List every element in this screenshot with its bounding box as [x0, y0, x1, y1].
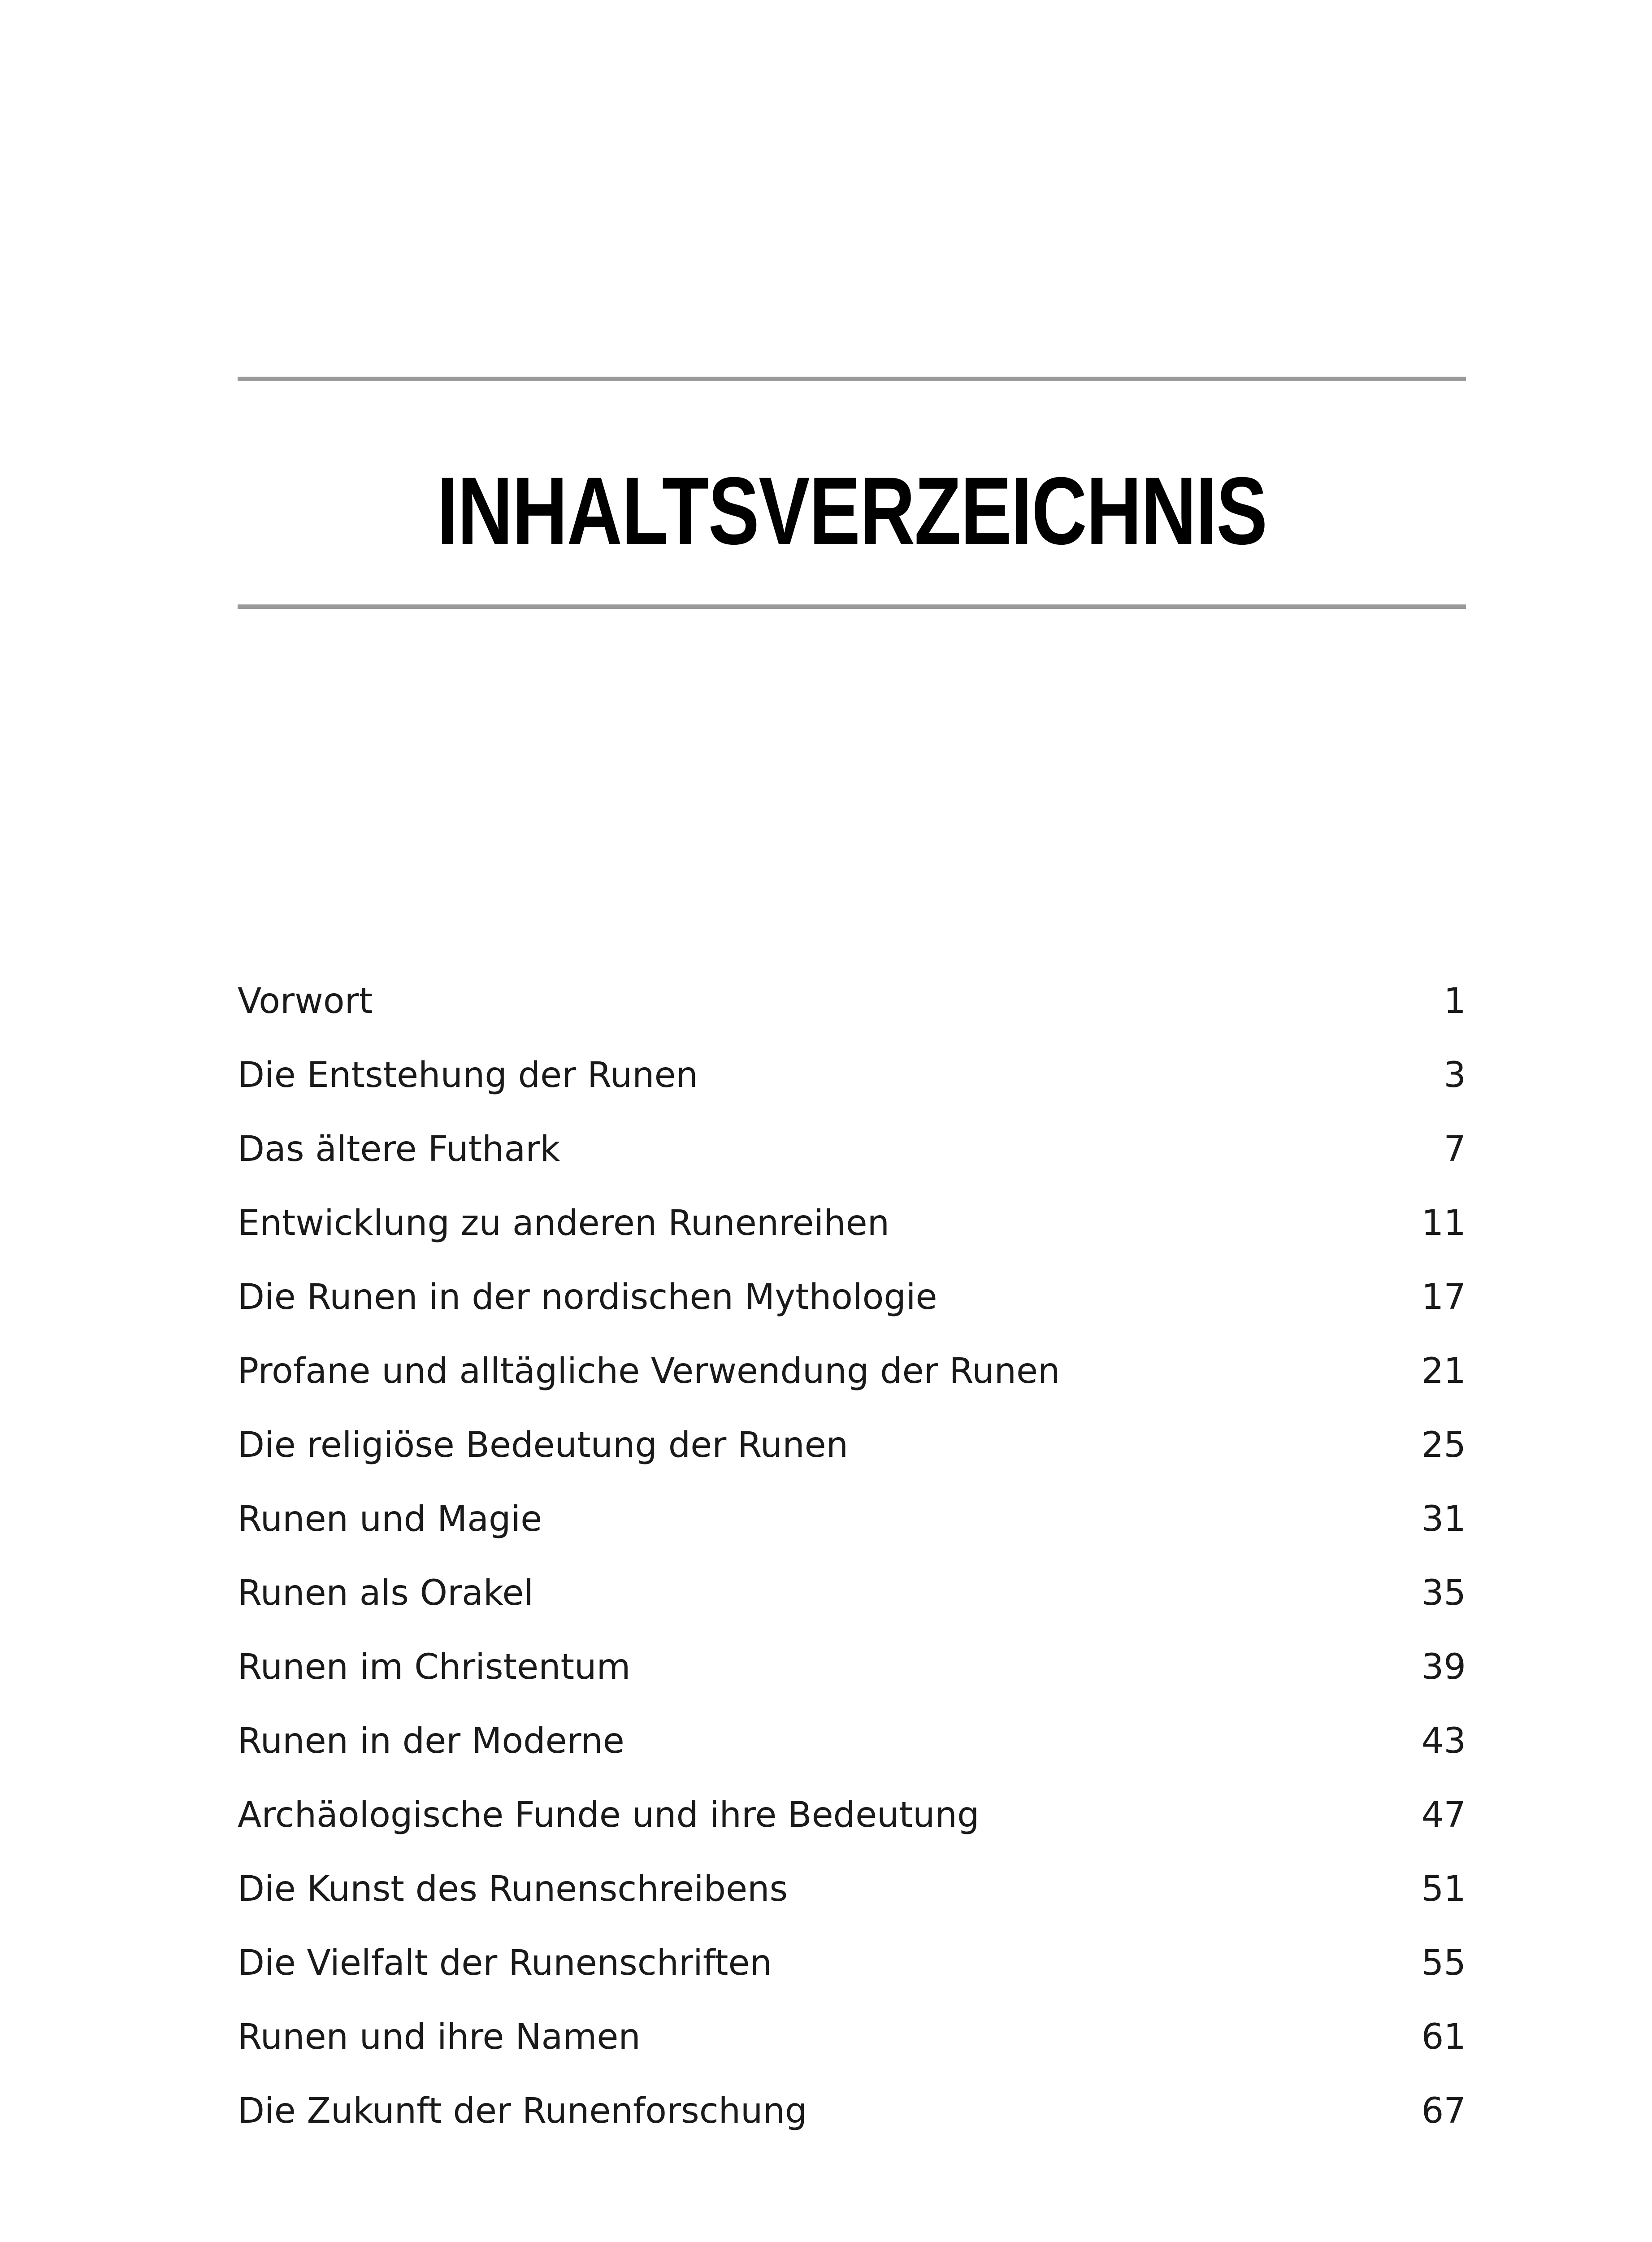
toc-entry: [238, 964, 1466, 1038]
toc-entry-page: 3: [1444, 1055, 1466, 1095]
toc-entry-page: 25: [1421, 1425, 1466, 1465]
table-of-contents: [238, 964, 1466, 2148]
toc-entry-title: Archäologische Funde und ihre Bedeutung: [238, 1794, 980, 1835]
toc-entry-page: 31: [1421, 1499, 1466, 1539]
toc-entry-page: 67: [1421, 2090, 1466, 2131]
toc-entry-page: 39: [1421, 1647, 1466, 1687]
toc-entry-page: 35: [1421, 1573, 1466, 1613]
toc-entry-title: Profane und alltägliche Verwendung der Runen: [238, 1351, 1060, 1391]
toc-entry-page: 11: [1421, 1203, 1466, 1243]
toc-entry-page: 61: [1421, 2016, 1466, 2057]
toc-entry-title: Die Vielfalt der Runenschriften: [238, 1942, 772, 1983]
toc-entry-title: Die religiöse Bedeutung der Runen: [238, 1425, 849, 1465]
toc-entry: [238, 1038, 1466, 1112]
toc-entry-title: Das ältere Futhark: [238, 1129, 560, 1169]
toc-entry: [238, 1408, 1466, 1482]
toc-entry-page: 1: [1444, 981, 1466, 1021]
toc-entry-title: Die Entstehung der Runen: [238, 1055, 698, 1095]
toc-entry-page: 21: [1421, 1351, 1466, 1391]
heading: [238, 444, 1466, 578]
toc-entry: [238, 1852, 1466, 1926]
toc-entry-page: 43: [1421, 1721, 1466, 1761]
toc-entry-title: Runen in der Moderne: [238, 1721, 624, 1761]
toc-entry-title: Runen als Orakel: [238, 1573, 533, 1613]
toc-entry: [238, 1556, 1466, 1630]
heading-rule-top: [238, 377, 1466, 381]
toc-entry: [238, 1926, 1466, 2000]
toc-entry: [238, 1112, 1466, 1186]
toc-entry: [238, 1334, 1466, 1408]
toc-entry: [238, 1260, 1466, 1334]
heading-rule-bottom: [238, 604, 1466, 609]
toc-entry: [238, 1778, 1466, 1852]
toc-entry: [238, 1630, 1466, 1704]
toc-entry-title: Entwicklung zu anderen Runenreihen: [238, 1203, 890, 1243]
toc-entry-page: 55: [1421, 1942, 1466, 1983]
toc-entry: [238, 1482, 1466, 1556]
toc-entry: [238, 1186, 1466, 1260]
toc-entry: [238, 2000, 1466, 2074]
toc-entry-page: 17: [1421, 1277, 1466, 1317]
toc-entry-title: Die Kunst des Runenschreibens: [238, 1868, 788, 1909]
toc-entry-title: Vorwort: [238, 981, 373, 1021]
toc-entry-page: 47: [1421, 1794, 1466, 1835]
toc-entry-title: Runen im Christentum: [238, 1647, 631, 1687]
page-title: INHALTSVERZEICHNIS: [437, 457, 1267, 565]
toc-entry-title: Die Runen in der nordischen Mythologie: [238, 1277, 937, 1317]
toc-entry-page: 51: [1421, 1868, 1466, 1909]
toc-entry-title: Runen und Magie: [238, 1499, 542, 1539]
toc-entry-title: Runen und ihre Namen: [238, 2016, 641, 2057]
toc-entry-title: Die Zukunft der Runenforschung: [238, 2090, 807, 2131]
toc-entry: [238, 2074, 1466, 2148]
toc-entry-page: 7: [1444, 1129, 1466, 1169]
toc-entry: [238, 1704, 1466, 1778]
